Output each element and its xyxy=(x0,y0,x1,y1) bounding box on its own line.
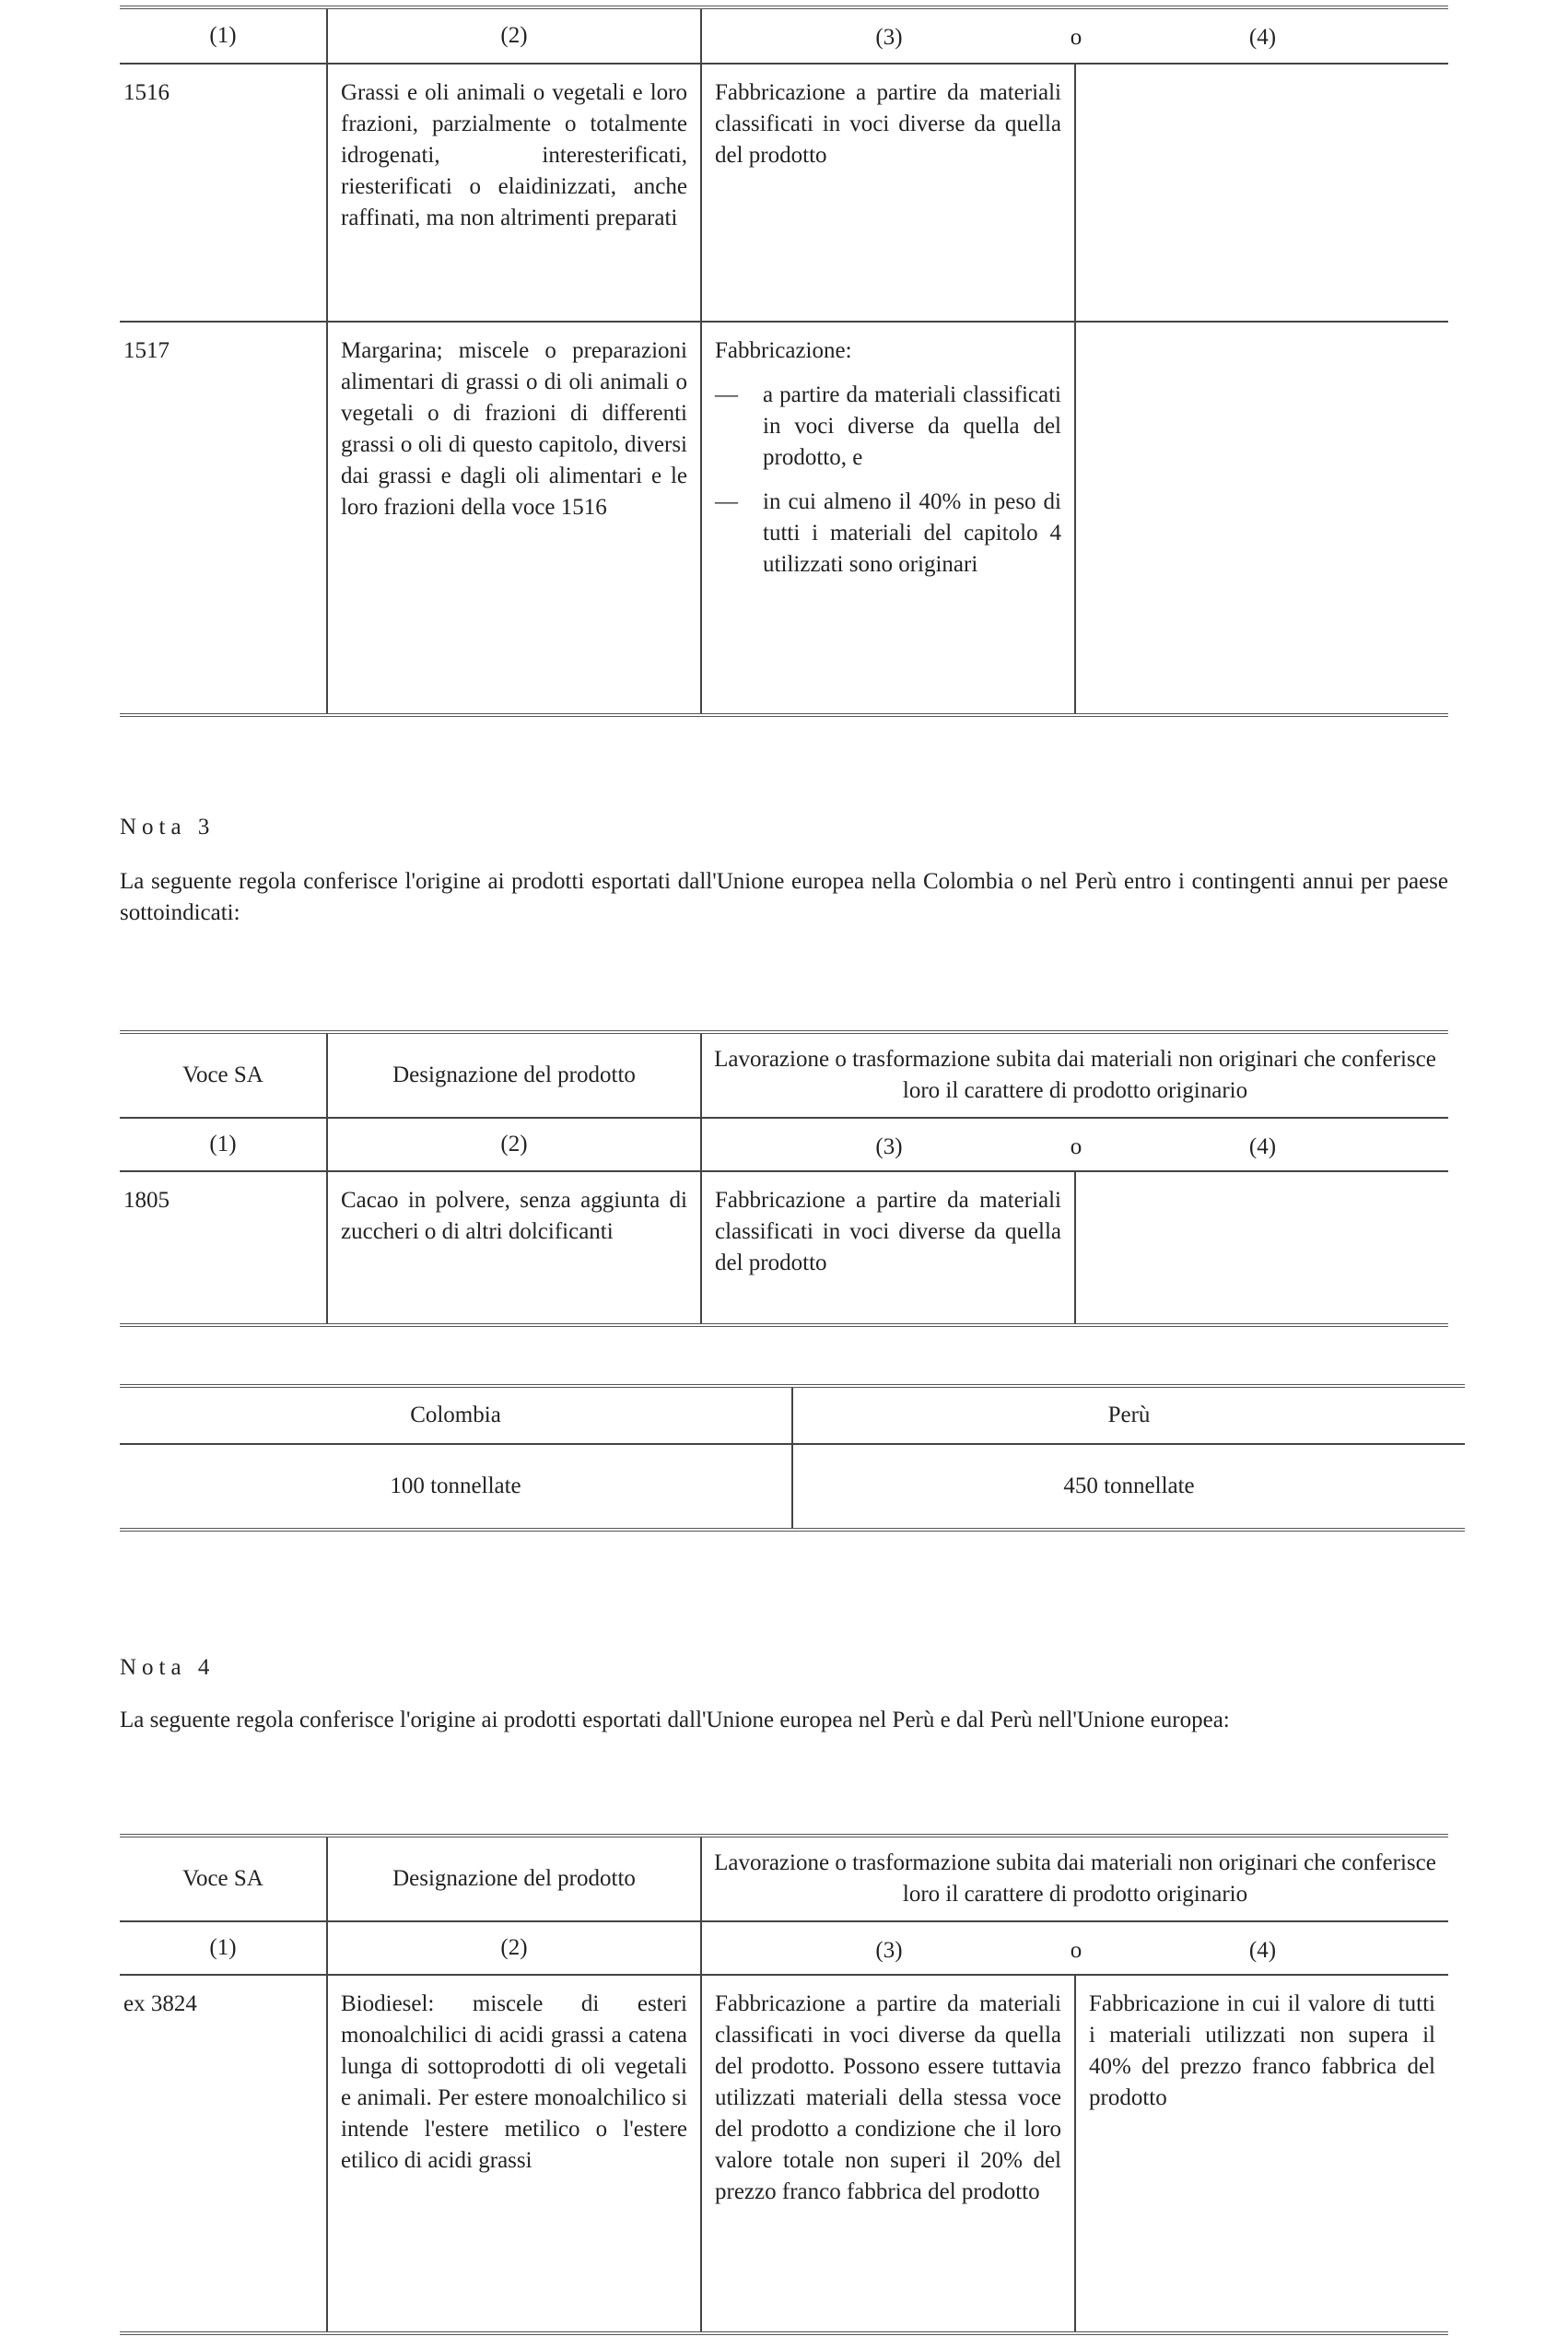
nota-3-title: Nota 3 xyxy=(120,815,216,839)
quota-value-peru: 450 tonnellate xyxy=(792,1444,1465,1530)
quota-header-row xyxy=(120,1386,1465,1444)
col-or-marker: o xyxy=(1070,1938,1082,1963)
table-row xyxy=(120,1171,1448,1325)
column-number-row xyxy=(120,7,1448,64)
rule-bullet xyxy=(715,380,1061,474)
working-rule-col4 xyxy=(1075,322,1448,715)
working-rule-col4: Fabbricazione in cui il valore di tutti i materiali utilizzati non supera il 40% del prezzo franco fabbrica del prodotto xyxy=(1075,1975,1448,2333)
rules-table-nota-4 xyxy=(120,1834,1448,2335)
working-rule-col4 xyxy=(1075,64,1448,322)
col-number-2: (2) xyxy=(327,1921,701,1975)
header-voce-sa: Voce SA xyxy=(120,1836,327,1921)
hs-code: ex 3824 xyxy=(120,1975,327,2333)
product-designation: Biodiesel: miscele di esteri monoalchilici di acidi grassi a catena lunga di sottoprodotti di oli vegetali e animali. Per estere monoalchilico si intende l'estere metilico o l'estere etilico di acidi grassi xyxy=(327,1975,701,2333)
table-row xyxy=(120,1975,1448,2333)
col-number-3-4 xyxy=(701,1118,1448,1171)
col-number-1: (1) xyxy=(120,1921,327,1975)
product-designation: Cacao in polvere, senza aggiunta di zuccheri o di altri dolcificanti xyxy=(327,1171,701,1325)
nota-4-title: Nota 4 xyxy=(120,1655,216,1680)
table-header-row xyxy=(120,1032,1448,1118)
col-number-3: (3) xyxy=(875,1938,903,1963)
quota-value-colombia: 100 tonnellate xyxy=(120,1444,792,1530)
rules-table-nota-3 xyxy=(120,1030,1448,1327)
dash-mark: — xyxy=(715,489,738,514)
col-number-3-4 xyxy=(701,1921,1448,1975)
rule-bullet xyxy=(715,487,1061,581)
working-rule-col3: Fabbricazione a partire da materiali classificati in voci diverse da quella del prodotto xyxy=(701,64,1075,322)
rule-bullet-text: a partire da materiali classificati in voci diverse da quella del prodotto, e xyxy=(763,382,1061,470)
column-number-row xyxy=(120,1921,1448,1975)
nota-3-text: La seguente regola conferisce l'origine ai prodotti esportati dall'Unione europea nella Colombia o nel Perù entro i contingenti annui per paese sottoindicati: xyxy=(120,869,1448,925)
rules-table-1 xyxy=(120,6,1448,717)
col-or-marker: o xyxy=(1070,25,1082,50)
col-number-4: (4) xyxy=(1248,1938,1277,1963)
quota-value-row xyxy=(120,1444,1465,1530)
col-number-2: (2) xyxy=(327,7,701,64)
header-working: Lavorazione o trasformazione subita dai materiali non originari che conferisce loro il carattere di prodotto originario xyxy=(701,1836,1448,1921)
working-rule-col4 xyxy=(1075,1171,1448,1325)
product-designation: Margarina; miscele o preparazioni alimentari di grassi o di oli animali o vegetali o di frazioni di differenti grassi o oli di questo capitolo, diversi dai grassi e dagli oli alimentari e le loro frazioni della voce 1516 xyxy=(327,322,701,715)
header-voce-sa: Voce SA xyxy=(120,1032,327,1118)
hs-code: 1516 xyxy=(120,64,327,322)
column-number-row xyxy=(120,1118,1448,1171)
header-designation: Designazione del prodotto xyxy=(327,1032,701,1118)
col-number-3: (3) xyxy=(875,1134,903,1159)
col-or-marker: o xyxy=(1070,1134,1082,1159)
table-header-row xyxy=(120,1836,1448,1921)
working-rule-col3: Fabbricazione a partire da materiali classificati in voci diverse da quella del prodotto. Possono essere tuttavia utilizzati materiali della stessa voce del prodotto a condizione che il loro valore totale non superi il 20% del prezzo franco fabbrica del prodotto xyxy=(701,1975,1075,2333)
working-rule-col3 xyxy=(701,322,1075,715)
quota-table xyxy=(120,1384,1465,1532)
col-number-4: (4) xyxy=(1248,25,1277,50)
col-number-1: (1) xyxy=(120,1118,327,1171)
quota-header-colombia: Colombia xyxy=(120,1386,792,1444)
dash-mark: — xyxy=(715,382,738,407)
rule-intro: Fabbricazione: xyxy=(715,338,852,363)
working-rule-col3: Fabbricazione a partire da materiali classificati in voci diverse da quella del prodotto xyxy=(701,1171,1075,1325)
col-number-3-4 xyxy=(701,7,1448,64)
product-designation: Grassi e oli animali o vegetali e loro frazioni, parzialmente o totalmente idrogenati, interesterificati, riesterificati o elaidinizzati, anche raffinati, ma non altrimenti preparati xyxy=(327,64,701,322)
hs-code: 1805 xyxy=(120,1171,327,1325)
col-number-2: (2) xyxy=(327,1118,701,1171)
table-row xyxy=(120,322,1448,715)
hs-code: 1517 xyxy=(120,322,327,715)
header-designation: Designazione del prodotto xyxy=(327,1836,701,1921)
col-number-1: (1) xyxy=(120,7,327,64)
rule-bullet-text: in cui almeno il 40% in peso di tutti i materiali del capitolo 4 utilizzati sono originari xyxy=(763,489,1061,577)
col-number-3: (3) xyxy=(875,25,903,50)
nota-4-text: La seguente regola conferisce l'origine ai prodotti esportati dall'Unione europea nel Perù e dal Perù nell'Unione europea: xyxy=(120,1708,1230,1732)
quota-header-peru: Perù xyxy=(792,1386,1465,1444)
table-row xyxy=(120,64,1448,322)
col-number-4: (4) xyxy=(1248,1134,1277,1159)
header-working: Lavorazione o trasformazione subita dai materiali non originari che conferisce loro il carattere di prodotto originario xyxy=(701,1032,1448,1118)
